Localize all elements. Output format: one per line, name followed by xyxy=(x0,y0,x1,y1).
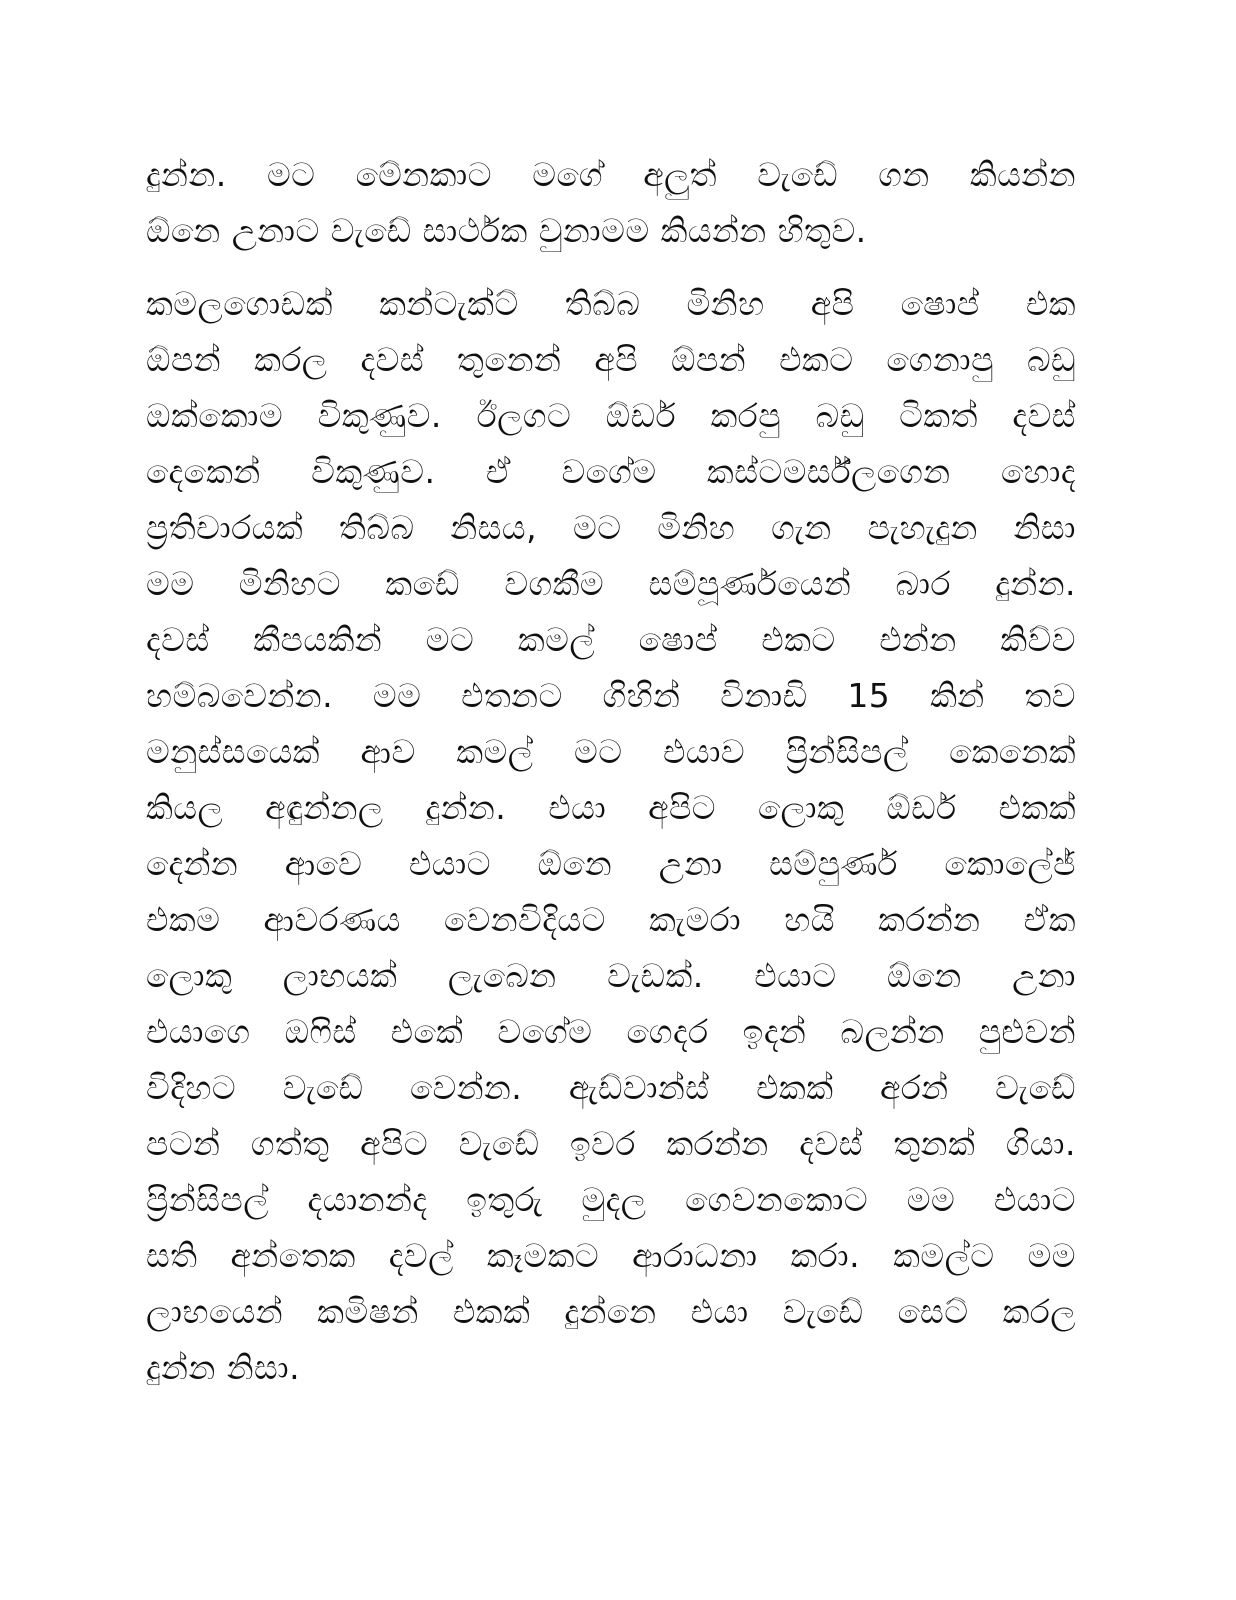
text-line: විදිහට වැඩේ වෙන්න. ඇඩ්වාන්ස් එකක් අරන් වැඩේ xyxy=(146,1068,1076,1107)
text-line: දවස් කීපයකින් මට කමල් ෂොප් එකට එන්න කිව්ව xyxy=(146,620,1076,659)
text-line: දුන්න නිසා. xyxy=(146,1348,301,1387)
text-line: ඕපන් කරල දවස් තුනෙන් අපි ඕපන් එකට ගෙනාපු බඩු xyxy=(146,340,1076,379)
text-line: ඕනෙ උනාට වැඩේ සාර්ථක වුනාමම කියන්න හිතුව. xyxy=(146,211,867,250)
text-line: මනුස්සයෙක් ආව කමල් මට එයාව ප්‍රින්සිපල් කෙනෙක් xyxy=(146,732,1076,771)
text-line: දෙකෙන් විකුණුව. ඒ වගේම කස්ටමර්ස්ලගෙන හොද xyxy=(146,452,1076,491)
text-line: දුන්න. මට මේනකාට මගේ අලුත් වැඩේ ගන කියන්න xyxy=(146,155,1076,194)
text-line: එයාගෙ ඔෆිස් එකේ වගේම ගෙදර ඉදන් බලන්න පුළුවන් xyxy=(146,1012,1076,1051)
text-line: හම්බවෙන්න. මම එතනට ගිහින් විනාඩි 15 කින් තව xyxy=(146,676,1076,715)
text-line: ප්‍රින්සිපල් දයානන්ද ඉතුරු මුදල ගෙවනකොට මම එයාට xyxy=(146,1180,1076,1219)
text-line: සති අන්තෙක දවල් කෑමකට ආරාධනා කරා. කමල්ට මම xyxy=(146,1236,1076,1275)
text-line: ඔක්කොම විකුණුව. ඊලගට ඕඩර් කරපු බඩු ටිකත් දවස් xyxy=(146,396,1076,435)
text-line: පටන් ගත්තු අපිට වැඩේ ඉවර කරන්න දවස් තුනක් ගියා. xyxy=(146,1124,1076,1163)
paragraph-1 xyxy=(146,147,1076,259)
text-line: ප්‍රතිචාරයක් තිබ්බ නිසය, මට මිනිහ ගැන පැහැදුන නිසා xyxy=(146,508,1076,547)
text-line: ලාභයෙන් කමිෂන් එකක් දුන්නෙ එයා වැඩේ සෙට් කරල xyxy=(146,1292,1076,1331)
text-line: කමලගොඩක් කන්ටැක්ට් තිබ්බ මිනිහ අපි ෂොප් එක xyxy=(146,284,1076,323)
text-line: එකම ආවරණය වෙනවිදියට කැමරා හයි කරන්න ඒක xyxy=(146,900,1076,939)
text-line: දෙන්න ආවෙ එයාට ඕනෙ උනා සම්පුර්ණ කොලේජ් xyxy=(146,844,1076,883)
text-line: කියල අඳුන්නල දුන්න. එයා අපිට ලොකු ඕඩර් එකක් xyxy=(146,788,1076,827)
text-line: මම මිනිහට කඩේ වගකීම සම්පූර්ණයෙන් බාර දුන්න. xyxy=(146,564,1076,603)
text-line: ලොකු ලාභයක් ලැබෙන වැඩක්. එයාට ඕනෙ උනා xyxy=(146,956,1076,995)
paragraph-2 xyxy=(146,276,1076,1396)
